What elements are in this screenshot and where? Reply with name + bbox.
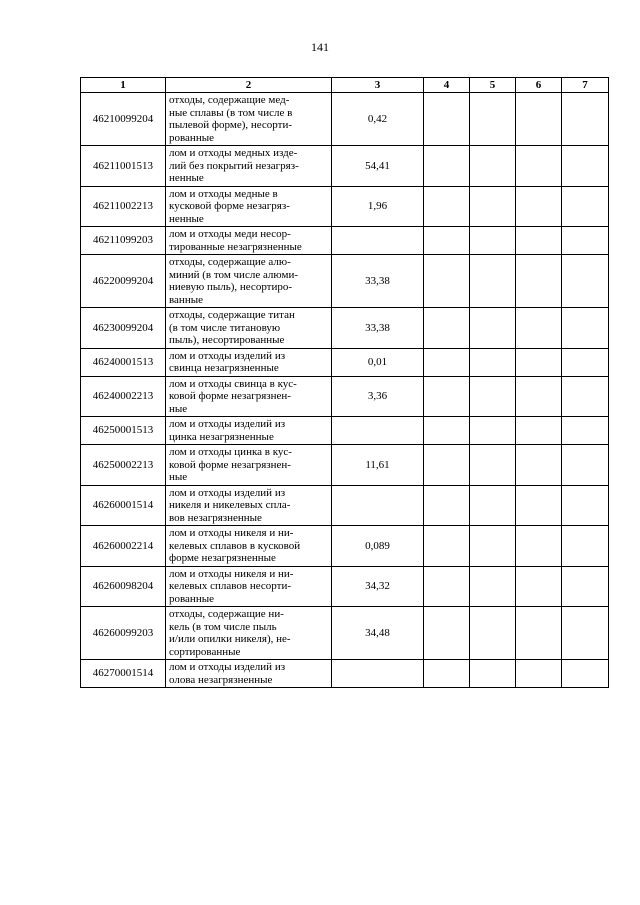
waste-name-cell — [166, 186, 332, 227]
empty-cell-col-7 — [562, 417, 609, 445]
empty-cell-col-6 — [516, 255, 562, 308]
empty-cell-col-4 — [424, 485, 470, 526]
page-number: 141 — [311, 40, 329, 54]
table-row — [81, 186, 609, 227]
empty-cell-col-7 — [562, 376, 609, 417]
empty-cell-col-4 — [424, 607, 470, 660]
waste-code-cell: 46250002213 — [81, 445, 166, 486]
waste-name-cell — [166, 93, 332, 146]
waste-name-line: ковой форме незагрязнен- — [169, 458, 291, 471]
empty-cell-col-5 — [470, 308, 516, 349]
waste-name-line: лом и отходы цинка в кус- — [169, 446, 292, 458]
empty-cell-col-5 — [470, 607, 516, 660]
empty-cell-col-4 — [424, 376, 470, 417]
empty-cell-col-4 — [424, 308, 470, 349]
empty-cell-col-6 — [516, 445, 562, 486]
waste-name-line: лий без покрытий незагряз- — [169, 159, 299, 172]
waste-code-cell: 46211001513 — [81, 146, 166, 187]
table-row — [81, 660, 609, 688]
waste-name-line: отходы, содержащие алю- — [169, 256, 291, 268]
empty-cell-col-7 — [562, 308, 609, 349]
quantity-cell: 33,38 — [332, 255, 424, 308]
empty-cell-col-6 — [516, 417, 562, 445]
waste-code-cell: 46270001514 — [81, 660, 166, 688]
quantity-cell — [332, 660, 424, 688]
waste-name-line: никеля и никелевых спла- — [169, 499, 291, 511]
waste-code-cell: 46220099204 — [81, 255, 166, 308]
waste-name-line: ненные — [169, 212, 204, 225]
column-header-1: 1 — [81, 78, 166, 93]
column-header-2: 2 — [166, 78, 332, 93]
table-row — [81, 607, 609, 660]
quantity-cell: 0,089 — [332, 526, 424, 567]
empty-cell-col-4 — [424, 186, 470, 227]
table-row — [81, 526, 609, 567]
empty-cell-col-4 — [424, 417, 470, 445]
empty-cell-col-7 — [562, 186, 609, 227]
empty-cell-col-6 — [516, 186, 562, 227]
table-row — [81, 308, 609, 349]
table-row — [81, 485, 609, 526]
waste-name-line: ные — [169, 402, 188, 415]
empty-cell-col-4 — [424, 348, 470, 376]
waste-name-line: и/или опилки никеля), не- — [169, 633, 291, 645]
empty-cell-col-5 — [470, 186, 516, 227]
waste-name-cell — [166, 227, 332, 255]
table-row — [81, 566, 609, 607]
empty-cell-col-7 — [562, 660, 609, 688]
column-header-5: 5 — [470, 78, 516, 93]
table-row — [81, 227, 609, 255]
quantity-cell: 3,36 — [332, 376, 424, 417]
waste-name-line: отходы, содержащие мед- — [169, 94, 290, 106]
empty-cell-col-7 — [562, 566, 609, 607]
waste-code-cell: 46250001513 — [81, 417, 166, 445]
waste-name-line: келевых сплавов несорти- — [169, 580, 291, 592]
empty-cell-col-5 — [470, 146, 516, 187]
waste-name-line: ниевую пыль), несортиро- — [169, 281, 293, 293]
empty-cell-col-5 — [470, 93, 516, 146]
quantity-cell — [332, 227, 424, 255]
table-row — [81, 146, 609, 187]
empty-cell-col-7 — [562, 227, 609, 255]
waste-name-line: отходы, содержащие ни- — [169, 608, 284, 620]
quantity-cell: 0,01 — [332, 348, 424, 376]
table-row — [81, 348, 609, 376]
empty-cell-col-6 — [516, 227, 562, 255]
empty-cell-col-7 — [562, 348, 609, 376]
waste-name-cell — [166, 255, 332, 308]
quantity-cell: 1,96 — [332, 186, 424, 227]
waste-name-line: рованные — [169, 131, 214, 144]
waste-code-cell: 46230099204 — [81, 308, 166, 349]
waste-name-line: келевых сплавов в кусковой — [169, 539, 301, 552]
waste-name-line: лом и отходы медных изде- — [169, 147, 298, 159]
empty-cell-col-4 — [424, 227, 470, 255]
empty-cell-col-4 — [424, 445, 470, 486]
waste-name-cell — [166, 607, 332, 660]
waste-name-line: лом и отходы изделий из — [169, 661, 286, 673]
waste-code-cell: 46260001514 — [81, 485, 166, 526]
column-header-7: 7 — [562, 78, 609, 93]
table-row — [81, 417, 609, 445]
column-header-3: 3 — [332, 78, 424, 93]
empty-cell-col-5 — [470, 417, 516, 445]
waste-name-cell — [166, 660, 332, 688]
waste-name-line: пыль), несортированные — [169, 334, 285, 346]
waste-name-cell — [166, 485, 332, 526]
empty-cell-col-7 — [562, 255, 609, 308]
empty-cell-col-6 — [516, 146, 562, 187]
waste-name-line: лом и отходы изделий из — [169, 349, 286, 362]
waste-name-cell — [166, 566, 332, 607]
empty-cell-col-4 — [424, 566, 470, 607]
waste-name-line: тированные незагрязненные — [169, 240, 302, 253]
quantity-cell — [332, 485, 424, 526]
waste-name-line: лом и отходы изделий из — [169, 486, 286, 499]
waste-name-cell — [166, 146, 332, 187]
waste-name-line: свинца незагрязненные — [169, 362, 279, 374]
empty-cell-col-4 — [424, 146, 470, 187]
empty-cell-col-6 — [516, 485, 562, 526]
quantity-cell: 11,61 — [332, 445, 424, 486]
empty-cell-col-4 — [424, 93, 470, 146]
waste-name-line: кель (в том числе пыль — [169, 620, 277, 633]
waste-name-line: вов незагрязненные — [169, 511, 262, 524]
waste-name-line: олова незагрязненные — [169, 673, 273, 686]
quantity-cell — [332, 417, 424, 445]
waste-name-line: рованные — [169, 592, 214, 605]
empty-cell-col-6 — [516, 607, 562, 660]
table-row — [81, 93, 609, 146]
empty-cell-col-4 — [424, 660, 470, 688]
waste-name-line: ненные — [169, 172, 204, 184]
waste-name-line: ковой форме незагрязнен- — [169, 390, 291, 402]
table-body — [81, 93, 609, 688]
waste-name-line: отходы, содержащие титан — [169, 309, 295, 321]
waste-name-line: лом и отходы медные в — [169, 187, 278, 200]
table-row — [81, 376, 609, 417]
waste-code-cell: 46240002213 — [81, 376, 166, 417]
waste-name-cell — [166, 445, 332, 486]
empty-cell-col-6 — [516, 566, 562, 607]
empty-cell-col-5 — [470, 255, 516, 308]
waste-name-line: цинка незагрязненные — [169, 430, 274, 443]
empty-cell-col-5 — [470, 445, 516, 486]
waste-name-cell — [166, 308, 332, 349]
column-header-6: 6 — [516, 78, 562, 93]
waste-name-cell — [166, 348, 332, 376]
waste-code-cell: 46211099203 — [81, 227, 166, 255]
empty-cell-col-5 — [470, 376, 516, 417]
empty-cell-col-7 — [562, 93, 609, 146]
waste-name-line: форме незагрязненные — [169, 552, 276, 564]
waste-name-line: лом и отходы никеля и ни- — [169, 527, 294, 539]
empty-cell-col-6 — [516, 308, 562, 349]
empty-cell-col-5 — [470, 566, 516, 607]
empty-cell-col-5 — [470, 485, 516, 526]
empty-cell-col-5 — [470, 227, 516, 255]
waste-name-line: лом и отходы изделий из — [169, 418, 286, 430]
waste-name-line: (в том числе титановую — [169, 321, 281, 334]
empty-cell-col-6 — [516, 660, 562, 688]
empty-cell-col-7 — [562, 485, 609, 526]
waste-code-cell: 46240001513 — [81, 348, 166, 376]
header-row — [81, 78, 609, 93]
empty-cell-col-5 — [470, 660, 516, 688]
waste-table — [80, 77, 609, 688]
empty-cell-col-7 — [562, 445, 609, 486]
empty-cell-col-6 — [516, 93, 562, 146]
empty-cell-col-6 — [516, 348, 562, 376]
waste-name-line: пылевой форме), несорти- — [169, 119, 293, 131]
waste-code-cell: 46260098204 — [81, 566, 166, 607]
quantity-cell: 34,48 — [332, 607, 424, 660]
waste-name-line: сортированные — [169, 645, 241, 658]
empty-cell-col-4 — [424, 526, 470, 567]
empty-cell-col-6 — [516, 526, 562, 567]
table-row — [81, 445, 609, 486]
waste-code-cell: 46260099203 — [81, 607, 166, 660]
table-row — [81, 255, 609, 308]
quantity-cell: 34,32 — [332, 566, 424, 607]
empty-cell-col-7 — [562, 607, 609, 660]
waste-name-line: лом и отходы свинца в кус- — [169, 377, 297, 390]
empty-cell-col-7 — [562, 526, 609, 567]
empty-cell-col-6 — [516, 376, 562, 417]
empty-cell-col-4 — [424, 255, 470, 308]
empty-cell-col-5 — [470, 348, 516, 376]
waste-code-cell: 46211002213 — [81, 186, 166, 227]
waste-name-line: кусковой форме незагряз- — [169, 200, 290, 212]
waste-name-line: лом и отходы меди несор- — [169, 228, 291, 240]
quantity-cell: 54,41 — [332, 146, 424, 187]
waste-name-cell — [166, 417, 332, 445]
quantity-cell: 0,42 — [332, 93, 424, 146]
column-header-4: 4 — [424, 78, 470, 93]
waste-code-cell: 46260002214 — [81, 526, 166, 567]
waste-code-cell: 46210099204 — [81, 93, 166, 146]
waste-name-line: ные — [169, 471, 188, 483]
waste-name-line: миний (в том числе алюми- — [169, 268, 299, 281]
waste-name-cell — [166, 526, 332, 567]
waste-name-line: ные сплавы (в том числе в — [169, 106, 293, 119]
empty-cell-col-7 — [562, 146, 609, 187]
quantity-cell: 33,38 — [332, 308, 424, 349]
waste-name-line: лом и отходы никеля и ни- — [169, 567, 294, 580]
empty-cell-col-5 — [470, 526, 516, 567]
waste-name-cell — [166, 376, 332, 417]
waste-name-line: ванные — [169, 293, 203, 306]
